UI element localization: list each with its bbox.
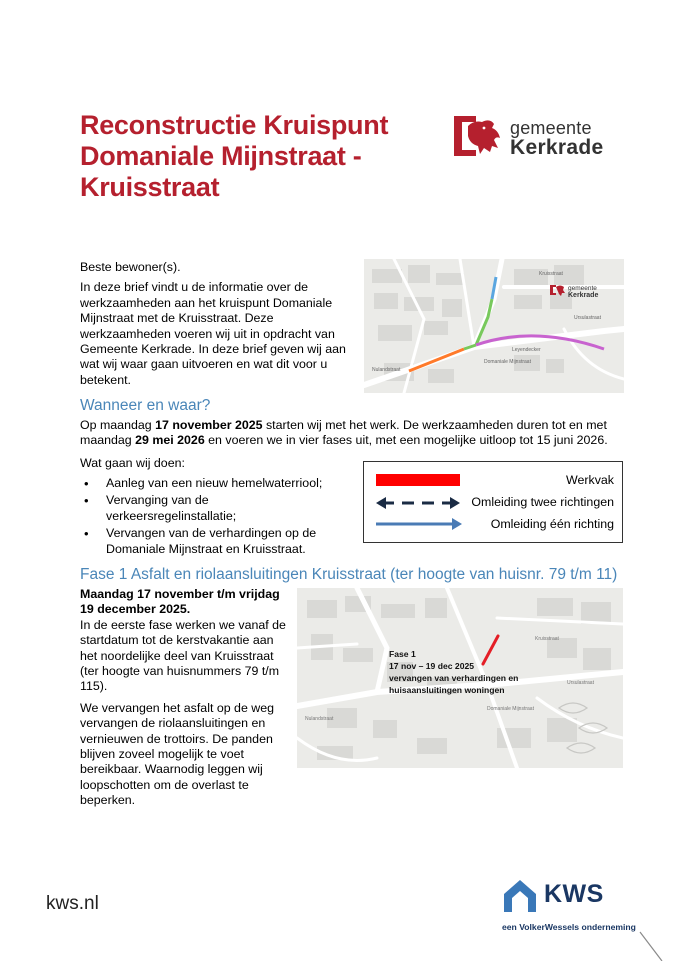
gemeente-kerkrade-logo [450, 110, 630, 162]
kws-logo-text: KWS [544, 880, 604, 908]
todo-list [80, 476, 356, 557]
heading-when-where: Wanneer en waar? [80, 397, 211, 414]
map-phase-1 [297, 588, 623, 768]
end-date: 29 mei 2026 [135, 433, 205, 448]
kws-logo [500, 878, 650, 938]
map1-label-2: Kruisstraat [539, 271, 563, 277]
heading-phase-1: Fase 1 Asfalt en riolaansluitingen Kruisstraat (ter hoogte van huisnr. 79 t/m 11) [80, 566, 618, 583]
legend-label-one-way: Omleiding één richting [490, 517, 614, 531]
when-text-a: Op maandag [80, 418, 156, 432]
todo-intro: Wat gaan wij doen: [80, 456, 185, 470]
logo-word-kerkrade: Kerkrade [510, 136, 604, 159]
map2-label-2: Nulandstraat [305, 716, 334, 722]
map1-label-4: Leyendecker [512, 347, 541, 353]
kws-tagline: een VolkerWessels onderneming [502, 922, 636, 932]
when-text-e: en voeren we in vier fases uit, met een mogelijke uitloop tot 15 juni 2026. [204, 433, 608, 448]
start-date: 17 november 2025 [155, 418, 263, 432]
legend-symbols [374, 462, 474, 542]
when-text-c: starten wij met het werk. De werkzaamheden duren tot en met maandag [80, 418, 607, 448]
callout-line-1: 17 nov – 19 dec 2025 [389, 661, 475, 671]
phase-1-paragraph-1: In de eerste fase werken we vanaf de startdatum tot de kerstvakantie aan het noordelijke deel van Kruisstraat (ter hoogte van huisnummers 79 t/m 115). [80, 617, 286, 694]
map1-label-1: Domaniale Mijnstraat [484, 359, 531, 365]
title-line-1: Reconstructie Kruispunt [80, 110, 389, 140]
todo-item: • Aanleg van een nieuw hemelwaterriool; [80, 476, 356, 491]
greeting: Beste bewoner(s). [80, 260, 181, 274]
legend-one-way-arrow-icon [376, 518, 462, 530]
kws-house-icon [500, 878, 540, 916]
map-overview [364, 259, 624, 393]
svg-text:Kerkrade: Kerkrade [568, 292, 599, 299]
kerkrade-lion-icon [450, 112, 506, 160]
todo-item: • Vervangen van de verhardingen op de Domaniale Mijnstraat en Kruisstraat. [80, 526, 356, 557]
legend-label-workzone: Werkvak [566, 473, 614, 487]
callout-line-0: Fase 1 [389, 649, 416, 659]
todo-item: • Vervanging van de verkeersregelinstallatie; [80, 493, 356, 524]
legend-workzone-swatch [376, 474, 460, 486]
when-paragraph [80, 418, 640, 449]
callout-line-3: huisaansluitingen woningen [389, 685, 505, 695]
title-line-3: Kruisstraat [80, 172, 220, 202]
map1-label-0: Nulandstraat [372, 367, 401, 373]
legend-label-two-way: Omleiding twee richtingen [471, 495, 614, 509]
phase-1-paragraph-2: We vervangen het asfalt op de weg vervangen de riolaansluitingen en vernieuwen de trottoirs. De panden blijven zoveel mogelijk te voet bereikbaar. Waarnodig leggen wij loopschotten om de overlast te beperken. [80, 700, 275, 808]
phase-1-dates: Maandag 17 november t/m vrijdag 19 december 2025. [80, 587, 280, 617]
logo-word-gemeente: gemeente [510, 118, 592, 138]
svg-text:gemeente: gemeente [568, 285, 597, 292]
map2-label-0: Kruisstraat [535, 636, 559, 642]
map-legend [363, 461, 623, 543]
page-title [80, 110, 440, 203]
intro-block [80, 260, 348, 388]
title-line-2: Domaniale Mijnstraat - [80, 141, 362, 171]
legend-two-way-arrow-icon [376, 497, 460, 509]
callout-line-2: vervangen van verhardingen en [389, 673, 519, 683]
map1-label-3: Ursulastraat [574, 315, 601, 321]
intro-paragraph: In deze brief vindt u de informatie over de werkzaamheden aan het kruispunt Domaniale Mijnstraat met de Kruisstraat. Deze werkzaamheden voeren wij uit in opdracht van Gemeente Kerkrade. In deze brief geven wij aan wat wij waar gaan uitvoeren en wat dit voor u betekent. [80, 280, 346, 387]
map-phase-1-svg [297, 588, 623, 768]
map2-label-3: Ursulastraat [567, 680, 594, 686]
map2-label-1: Domaniale Mijnstraat [487, 706, 534, 712]
footer-url[interactable]: kws.nl [46, 893, 99, 914]
phase-1-text [80, 587, 290, 809]
map-overview-svg [364, 259, 624, 393]
